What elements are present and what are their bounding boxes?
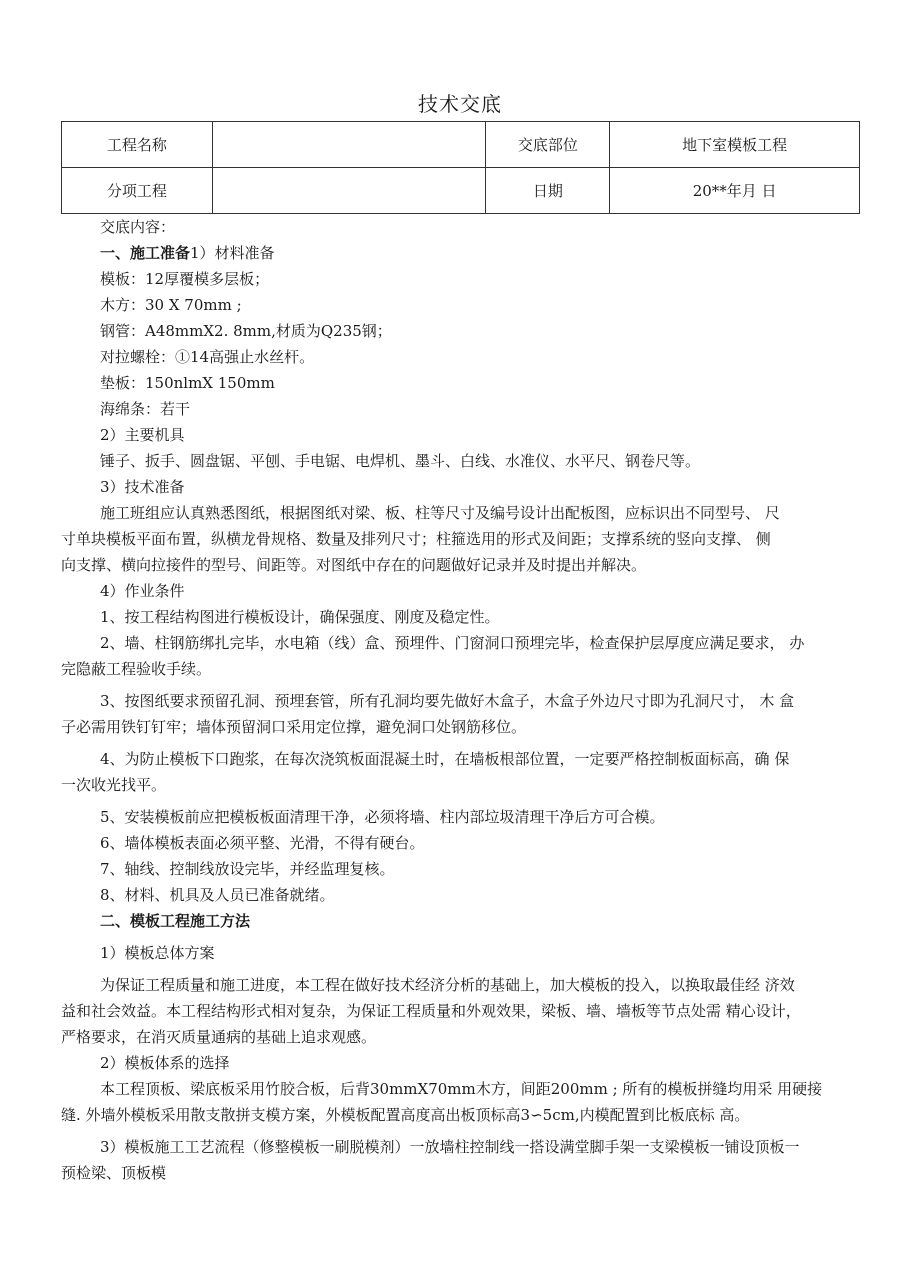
text-line: 为保证工程质量和施工进度，本工程在做好技术经济分析的基础上，加大模板的投入，以换取最佳经 济效 <box>100 976 795 994</box>
text-line: 施工班组应认真熟悉图纸，根据图纸对梁、板、柱等尺寸及编号设计出配板图，应标识出不同型号、 尺 <box>100 504 780 522</box>
material-item: 对拉螺栓：①14高强止水丝杆。 <box>100 348 315 366</box>
text-line: 严格要求，在消灭质量通病的基础上追求观感。 <box>61 1028 377 1046</box>
condition-paragraph <box>61 746 861 798</box>
date-value: 20**年月 日 <box>610 168 860 214</box>
system-paragraph <box>61 1076 861 1128</box>
section-2-title: 二、模板工程施工方法 <box>100 912 251 930</box>
content-heading: 交底内容： <box>100 218 176 236</box>
tools-list: 锤子、扳手、圆盘锯、平刨、手电锯、电焊机、墨斗、白线、水准仪、水平尺、钢卷尺等。 <box>100 452 701 470</box>
flow-paragraph <box>61 1134 861 1186</box>
condition-paragraph <box>61 688 861 740</box>
section-1-title: 一、施工准备 <box>100 244 191 262</box>
material-item: 模板：12厚覆模多层板； <box>100 270 270 288</box>
material-item: 钢管：A48mmX2. 8mm,材质为Q235钢； <box>100 322 392 340</box>
text-line: 3、按图纸要求预留孔洞、预埋套管，所有孔洞均要先做好木盒子，木盒子外边尺寸即为孔洞尺寸， 木 盒 <box>100 692 795 710</box>
condition-item: 6、墙体模板表面必须平整、光滑，不得有硬台。 <box>100 834 425 852</box>
info-table <box>61 121 860 214</box>
text-line: 向支撑、横向拉接件的型号、间距等。对图纸中存在的问题做好记录并及时提出并解决。 <box>61 556 647 574</box>
text-line: 2、墙、柱钢筋绑扎完毕，水电箱（线）盒、预埋件、门窗洞口预埋完毕，检查保护层厚度应满足要求， 办 <box>100 634 805 652</box>
text-line: 4、为防止模板下口跑浆，在每次浇筑板面混凝土时，在墙板根部位置，一定要严格控制板面标高，确 保 <box>100 750 790 768</box>
text-line: 3）模板施工工艺流程（修整模板一刷脱模剂）一放墙柱控制线一搭设满堂脚手架一支梁模板一铺设顶板一 <box>100 1138 800 1156</box>
subsection-tech-title: 3）技术准备 <box>100 478 185 496</box>
text-line: 一次收光找平。 <box>61 776 167 794</box>
text-line: 益和社会效益。本工程结构形式相对复杂，为保证工程质量和外观效果，梁板、墙、墙板等节点处需 精心设计， <box>61 1002 801 1020</box>
section-1-heading <box>61 240 861 266</box>
material-item: 垫板：150nlmX 150mm <box>100 374 275 392</box>
material-item: 海绵条：若干 <box>100 400 191 418</box>
info-row-1 <box>62 122 860 168</box>
location-value: 地下室模板工程 <box>610 122 860 168</box>
text-line: 缝. 外墙外模板采用散支散拼支模方案，外模板配置高度高出板顶标高3∽5cm,内模配置到比板底标 高。 <box>61 1106 750 1124</box>
section-2-heading <box>61 908 861 934</box>
condition-item: 8、材料、机具及人员已准备就绪。 <box>100 886 335 904</box>
project-name-value <box>212 122 486 168</box>
text-line: 子必需用铁钉钉牢；墙体预留洞口采用定位撑，避免洞口处钢筋移位。 <box>61 718 527 736</box>
date-label: 日期 <box>486 168 610 214</box>
material-item: 木方：30 X 70mm ; <box>100 296 242 314</box>
text-line: 预检梁、顶板模 <box>61 1164 167 1182</box>
document-title: 技术交底 <box>418 92 502 116</box>
condition-item: 7、轴线、控制线放设完毕，并经监理复核。 <box>100 860 395 878</box>
subsection-materials-title: 1）材料准备 <box>190 244 275 262</box>
tech-prep-paragraph <box>61 500 861 578</box>
subsection-conditions-title: 4）作业条件 <box>100 582 185 600</box>
condition-item: 5、安装模板前应把模板板面清理干净，必须将墙、柱内部垃圾清理干净后方可合模。 <box>100 808 665 826</box>
text-line: 本工程顶板、梁底板采用竹胶合板，后背30mmX70mm木方，间距200mm ; 所有的模板拼缝均用采 用硬接 <box>100 1080 823 1098</box>
subsection-system-title: 2）模板体系的选择 <box>100 1054 230 1072</box>
document-body <box>61 214 861 1186</box>
location-label: 交底部位 <box>486 122 610 168</box>
sub-project-label: 分项工程 <box>62 168 213 214</box>
condition-paragraph <box>61 630 861 682</box>
subsection-tools-title: 2）主要机具 <box>100 426 185 444</box>
subsection-plan-title: 1）模板总体方案 <box>100 944 215 962</box>
plan-paragraph <box>61 972 861 1050</box>
condition-item: 1、按工程结构图进行模板设计，确保强度、刚度及稳定性。 <box>100 608 500 626</box>
sub-project-value <box>212 168 486 214</box>
text-line: 完隐蔽工程验收手续。 <box>61 660 212 678</box>
project-name-label: 工程名称 <box>62 122 213 168</box>
text-line: 寸单块模板平面布置，纵横龙骨规格、数量及排列尺寸；柱箍选用的形式及间距；支撑系统的竖向支撑、 侧 <box>61 530 771 548</box>
info-row-2 <box>62 168 860 214</box>
